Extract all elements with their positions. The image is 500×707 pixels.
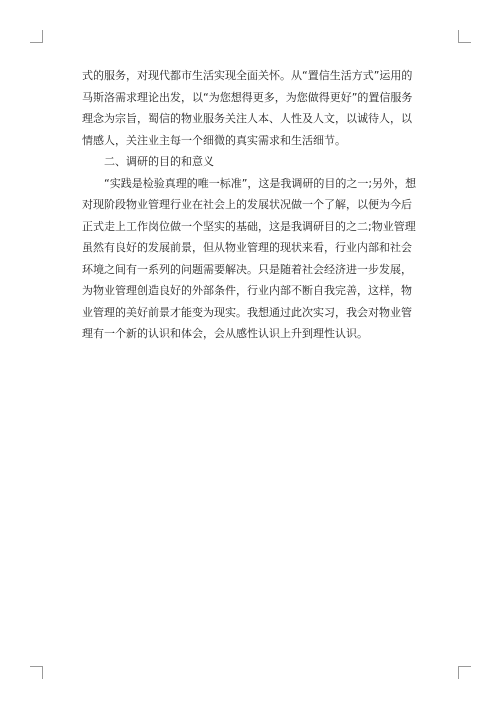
section-heading: 二、调研的目的和意义 [104, 155, 214, 168]
body-paragraph: 式的服务，对现代都市生活实现全面关怀。从“置信生活方式”运用的马斯洛需求理论出发，以“为您想得更多，为您做得更好”的置信服务理念为宗旨，蜀信的物业服务关注人本、人性及人文，以诚待人，以情感人，关注业主每一个细微的真实需求和生活细节。 [82, 69, 413, 147]
document-body [82, 65, 419, 345]
body-paragraph: “实践是检验真理的唯一标准”，这是我调研的目的之一;另外，想对现阶段物业管理行业在社会上的发展状况做一个了解，以便为今后正式走上工作岗位做一个坚实的基础，这是我调研目的之二;物业管理虽然有良好的发展前景，但从物业管理的现状来看，行业内部和社会环境之间有一系列的问题需要解决。只是随着社会经济进一步发展，为物业管理创造良好的外部条件，行业内部不断自我完善，这样，物业管理的美好前景才能变为现实。我想通过此次实习，我会对物业管理有一个新的认识和体会，会从感性认识上升到理性认识。 [82, 176, 417, 340]
crop-mark-top-left [30, 30, 43, 43]
crop-mark-top-right [458, 30, 471, 43]
crop-mark-bottom-right [458, 666, 471, 679]
crop-mark-bottom-left [30, 666, 43, 679]
